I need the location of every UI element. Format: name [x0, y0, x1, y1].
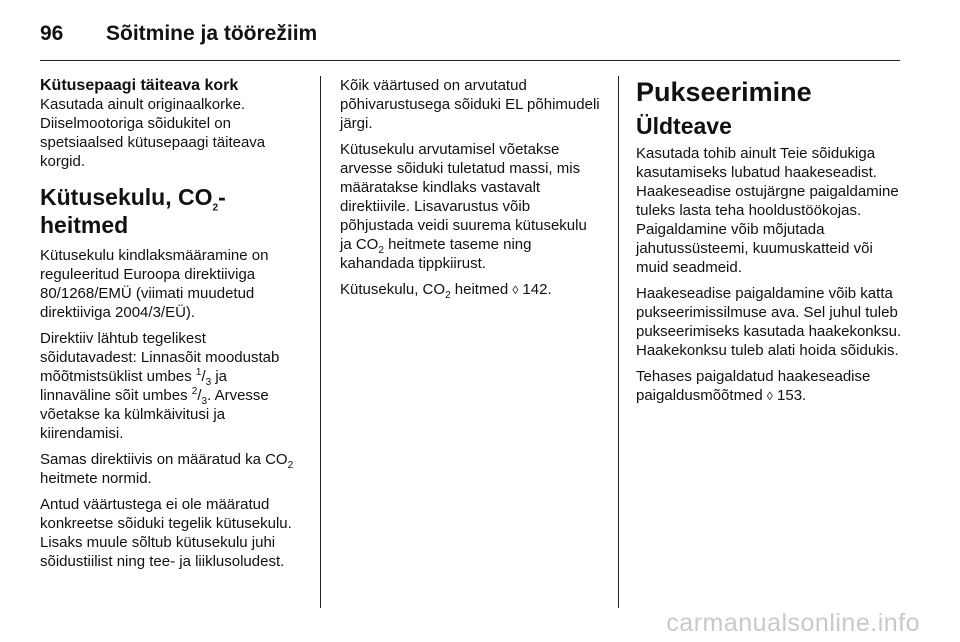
fuel-cap-text: Kasutada ainult originaalkorke. Diiselmootoriga sõidukitel on spetsiaalsed kütusepaagi täiteava korgid. [40, 96, 266, 170]
actual-consumption-paragraph: Antud väärtustega ei ole määratud konkreetse sõiduki tegelik kütusekulu. Lisaks muule sõltub kütusekulu juhi sõidustiilist ning tee- ja liiklusoludest. [40, 496, 292, 570]
column-divider-right [618, 76, 619, 608]
towbar-paragraph: Kasutada tohib ainult Teie sõidukiga kasutamiseks lubatud haakeseadist. Haakeseadise ostujärgne paigaldamine tuleks lasta teha hooldustöökojas. Paigaldamine võib mõjutada jahutussüsteemi, kuumuskatteid või muid seadmeid. [636, 145, 899, 276]
co2-norms-paragraph: Samas direktiivis on määratud ka $CO_2$ heitmete normid. [40, 451, 294, 487]
chapter-title: Sõitmine ja töörežiim [106, 22, 318, 45]
header-divider [40, 60, 900, 61]
column-middle [340, 76, 602, 307]
fuel-cap-heading: Kütusepaagi täiteava kork [40, 77, 239, 94]
consumption-reference: Kütusekulu, $CO_2$ heitmed ◊ 142. [340, 281, 552, 301]
page-number: 96 [40, 22, 64, 45]
towing-eye-paragraph: Haakeseadise paigaldamine võib katta pukseerimissilmuse ava. Sel juhul tuleb pukseerimiseks kasutada haakekonksu. Haakekonksu tuleb alati hoida sõidukis. [636, 285, 902, 359]
page-reference-icon: ◊ [512, 283, 519, 297]
towing-title: Pukseerimine [636, 77, 812, 107]
driving-cycle-paragraph: Direktiiv lähtub tegelikest sõidutavadest: Linnasõit moodustab mõõtmistsüklist umbes $^1/_3$ ja linnaväline sõit umbes $^2/_3$. Arvesse võetakse ka külmkäivitusi ja kiirendamisi. [40, 330, 280, 442]
general-info-heading: Üldteave [636, 113, 732, 139]
page-reference-icon: ◊ [766, 389, 773, 403]
directive-paragraph: Kütusekulu kindlaksmääramine on reguleeritud Euroopa direktiiviga 80/1268/EMÜ (viimati muudetud direktiiviga 2004/3/EÜ). [40, 247, 269, 321]
column-divider-left [320, 76, 321, 608]
column-right [636, 76, 904, 413]
dimensions-reference: Tehases paigaldatud haakeseadise paigaldusmõõtmed ◊ 153. [636, 368, 871, 404]
watermark: carmanualsonline.info [666, 609, 920, 637]
mass-paragraph: Kütusekulu arvutamisel võetakse arvesse sõiduki tuletatud massi, mis määratakse kindlaks vastavalt direktiivile. Lisavarustus võib põhjustada veidi suurema kütusekulu ja $CO_2$ heitmete taseme ning kahandada tippkiirust. [340, 141, 587, 272]
calculation-basis-paragraph: Kõik väärtused on arvutatud põhivarustusega sõiduki EL põhimudeli järgi. [340, 77, 600, 132]
fuel-consumption-heading: Kütusekulu, $CO_2$-heitmed [40, 184, 226, 238]
column-left [40, 76, 302, 578]
page-header [40, 22, 317, 46]
